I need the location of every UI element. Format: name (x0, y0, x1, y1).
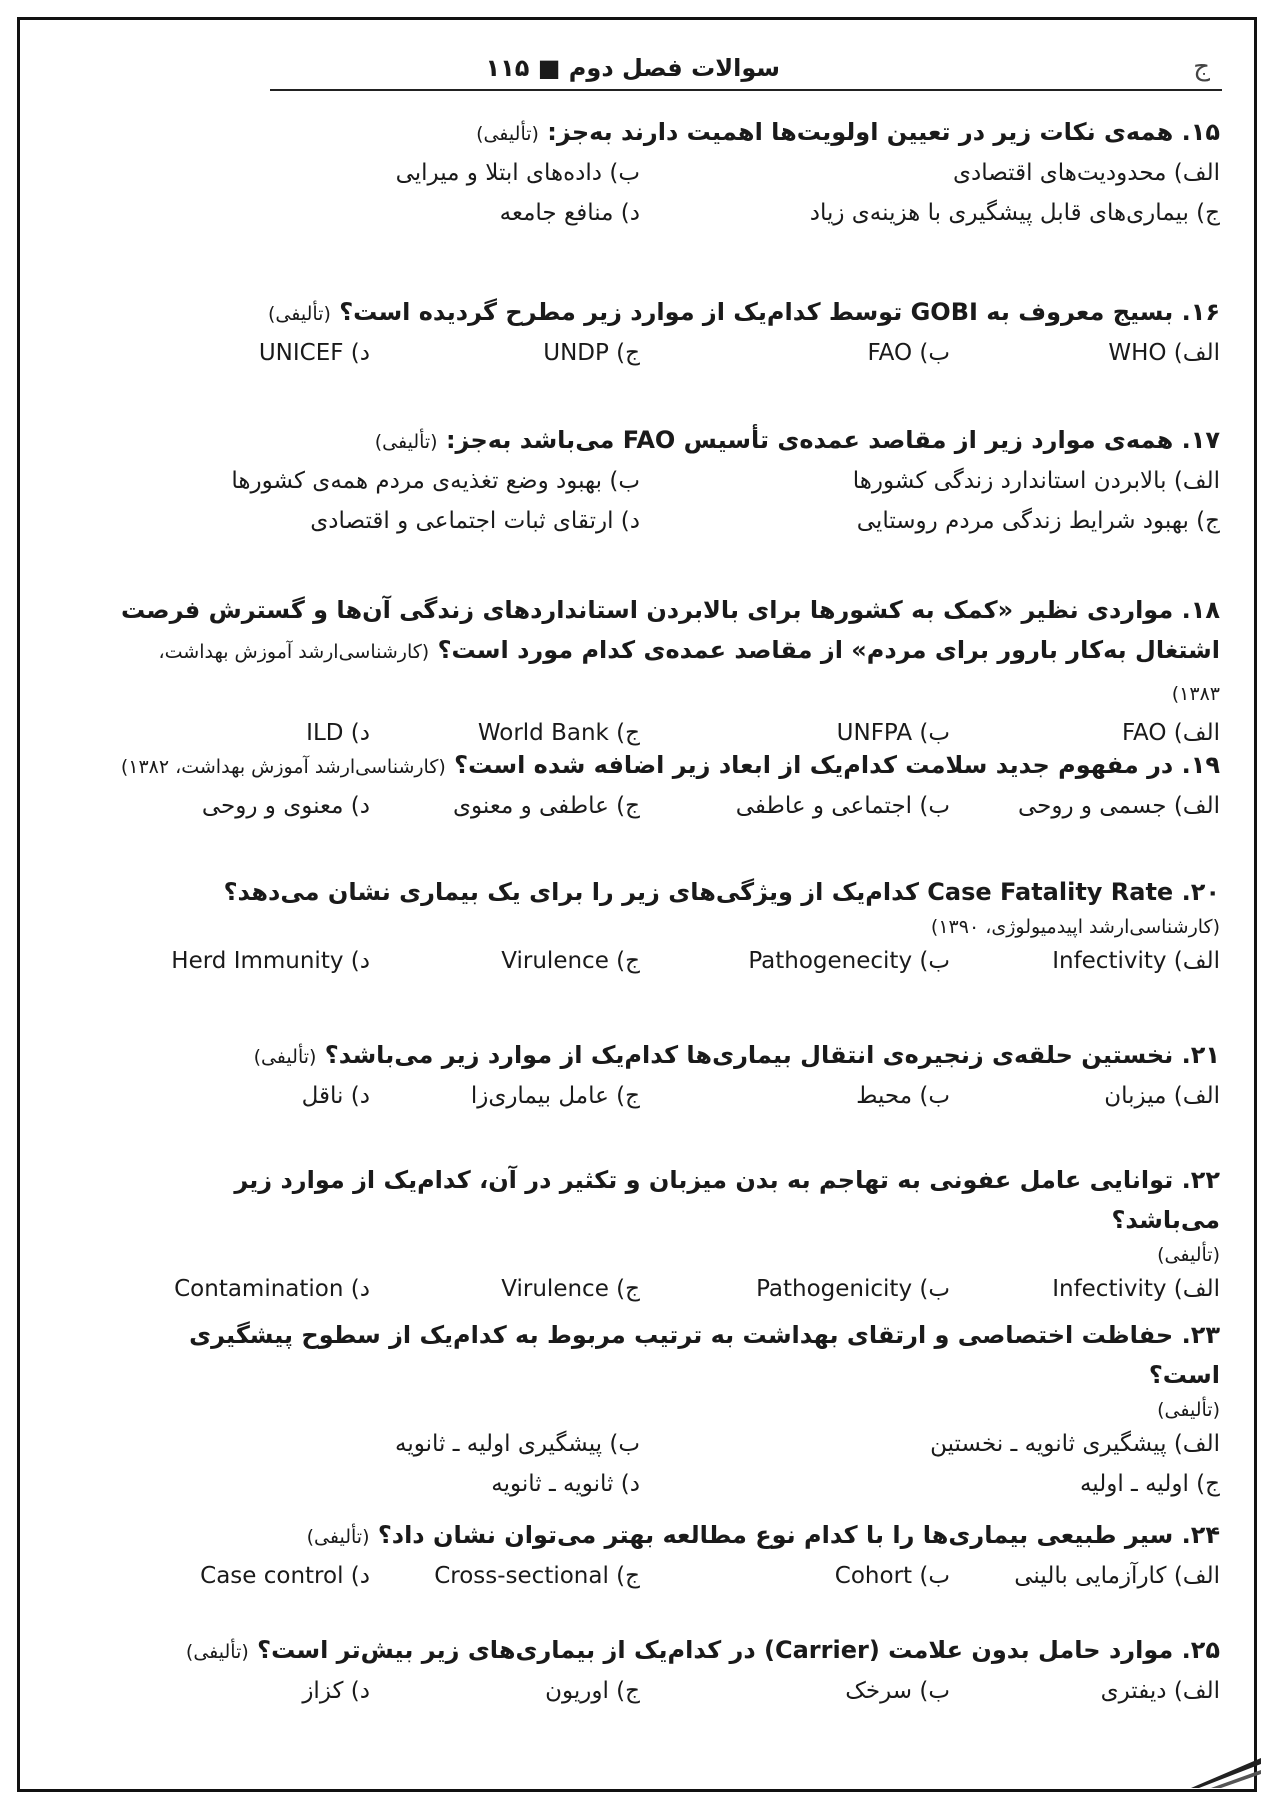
option-b[interactable]: ب) پیشگیری اولیه ـ ثانویه (394, 1431, 640, 1457)
handwritten-mark: ج (1193, 52, 1210, 82)
option-d[interactable]: د) Contamination (174, 1276, 370, 1302)
page-curl-mark (1191, 1758, 1261, 1788)
header-title: سوالات فصل دوم ■ ۱۱۵ (485, 54, 780, 82)
question-15 (120, 112, 1220, 234)
option-a[interactable]: الف) دیفتری (1100, 1678, 1220, 1704)
question-text: نخستین حلقه‌ی زنجیره‌ی انتقال بیماری‌ها کدام‌یک از موارد زیر می‌باشد؟ (324, 1041, 1174, 1069)
question-source: (تألیفی) (1157, 1399, 1220, 1421)
question-source: (تألیفی) (1157, 1244, 1220, 1266)
question-source: (تألیفی) (374, 431, 438, 453)
question-number: ۲۳. (1181, 1321, 1220, 1349)
option-a[interactable]: الف) FAO (1121, 720, 1220, 746)
question-text: همه‌ی موارد زیر از مقاصد عمده‌ی تأسیس FAO می‌باشد به‌جز: (445, 426, 1174, 454)
option-b[interactable]: ب) محیط (856, 1083, 950, 1109)
option-d[interactable]: د) ILD (306, 720, 370, 746)
option-a[interactable]: الف) محدودیت‌های اقتصادی (952, 160, 1220, 186)
option-c[interactable]: ج) عامل بیماری‌زا (470, 1083, 640, 1109)
question-23 (120, 1315, 1220, 1505)
question-source: (کارشناسی‌ارشد اپیدمیولوژی، ۱۳۹۰) (930, 916, 1220, 938)
question-number: ۲۵. (1181, 1636, 1220, 1664)
option-b[interactable]: ب) UNFPA (836, 720, 950, 746)
option-a[interactable]: الف) میزبان (1104, 1083, 1220, 1109)
option-b[interactable]: ب) سرخک (845, 1678, 950, 1704)
option-c[interactable]: ج) عاطفی و معنوی (453, 793, 640, 819)
question-20 (120, 872, 1220, 986)
question-text: سیر طبیعی بیماری‌ها را با کدام نوع مطالعه بهتر می‌توان نشان داد؟ (377, 1521, 1174, 1549)
option-b[interactable]: ب) Pathogenecity (748, 948, 950, 974)
question-number: ۱۶. (1181, 298, 1220, 326)
question-21 (120, 1035, 1220, 1121)
question-source: (تألیفی) (253, 1046, 317, 1068)
options-row (120, 787, 1220, 831)
option-a[interactable]: الف) WHO (1108, 340, 1220, 366)
question-number: ۲۲. (1181, 1166, 1220, 1194)
option-d[interactable]: د) Case control (200, 1563, 370, 1589)
option-c[interactable]: ج) Virulence (501, 948, 640, 974)
options-row (120, 1557, 1220, 1601)
question-number: ۲۰. (1181, 878, 1220, 906)
option-d[interactable]: د) معنوی و روحی (201, 793, 370, 819)
option-b[interactable]: ب) داده‌های ابتلا و میرایی (395, 160, 640, 186)
option-b[interactable]: ب) بهبود وضع تغذیه‌ی مردم همه‌ی کشورها (231, 468, 640, 494)
options-row (120, 502, 1220, 542)
options-row (120, 1270, 1220, 1314)
question-16 (120, 292, 1220, 378)
option-c[interactable]: ج) Cross-sectional (434, 1563, 640, 1589)
option-a[interactable]: الف) پیشگیری ثانویه ـ نخستین (930, 1431, 1220, 1457)
option-d[interactable]: د) کزاز (302, 1678, 370, 1704)
options-row (120, 334, 1220, 378)
question-number: ۱۵. (1181, 118, 1220, 146)
option-d[interactable]: د) ناقل (301, 1083, 370, 1109)
options-row (120, 462, 1220, 502)
option-a[interactable]: الف) بالابردن استاندارد زندگی کشورها (852, 468, 1220, 494)
question-number: ۱۸. (1181, 596, 1220, 624)
page-header (270, 52, 1220, 88)
option-a[interactable]: الف) Infectivity (1052, 948, 1220, 974)
question-number: ۱۹. (1181, 751, 1220, 779)
question-text: Case Fatality Rate کدام‌یک از ویژگی‌های زیر را برای یک بیماری نشان می‌دهد؟ (223, 878, 1174, 906)
option-b[interactable]: ب) FAO (867, 340, 950, 366)
question-25 (120, 1630, 1220, 1716)
option-c[interactable]: ج) اولیه ـ اولیه (1079, 1471, 1220, 1497)
options-row (120, 1672, 1220, 1716)
question-text: در مفهوم جدید سلامت کدام‌یک از ابعاد زیر اضافه شده است؟ (454, 751, 1174, 779)
option-c[interactable]: ج) اوریون (545, 1678, 640, 1704)
question-number: ۱۷. (1181, 426, 1220, 454)
option-d[interactable]: د) Herd Immunity (171, 948, 370, 974)
option-d[interactable]: د) UNICEF (258, 340, 370, 366)
question-24 (120, 1515, 1220, 1601)
question-text: توانایی عامل عفونی به تهاجم به بدن میزبان و تکثیر در آن، کدام‌یک از موارد زیر می‌باشد؟ (234, 1166, 1220, 1234)
option-b[interactable]: ب) اجتماعی و عاطفی (735, 793, 950, 819)
question-text: حفاظت اختصاصی و ارتقای بهداشت به ترتیب مربوط به کدام‌یک از سطوح پیشگیری است؟ (189, 1321, 1220, 1389)
question-number: ۲۴. (1181, 1521, 1220, 1549)
question-text: همه‌ی نکات زیر در تعیین اولویت‌ها اهمیت دارند به‌جز: (547, 118, 1174, 146)
question-source: (تألیفی) (268, 303, 331, 325)
question-text: مواردی نظیر «کمک به کشورها برای بالابردن استانداردهای زندگی آن‌ها و گسترش فرصت اشتغال به‌کار بارور برای مردم» از مقاصد عمده‌ی کدام مورد است؟ (120, 596, 1220, 664)
options-row (120, 194, 1220, 234)
option-d[interactable]: د) منافع جامعه (499, 200, 640, 226)
question-source: (تألیفی) (185, 1641, 249, 1663)
options-row (120, 1077, 1220, 1121)
question-source: (تألیفی) (476, 123, 539, 145)
question-19 (120, 745, 1220, 831)
question-text: موارد حامل بدون علامت (Carrier) در کدام‌یک از بیماری‌های زیر بیش‌تر است؟ (257, 1636, 1174, 1664)
option-c[interactable]: ج) Virulence (501, 1276, 640, 1302)
question-17 (120, 420, 1220, 542)
option-c[interactable]: ج) بهبود شرایط زندگی مردم روستایی (856, 508, 1220, 534)
option-b[interactable]: ب) Cohort (834, 1563, 950, 1589)
question-18 (120, 590, 1220, 758)
option-a[interactable]: الف) جسمی و روحی (1017, 793, 1220, 819)
option-c[interactable]: ج) UNDP (543, 340, 640, 366)
options-row (120, 942, 1220, 986)
options-row (120, 154, 1220, 194)
option-d[interactable]: د) ارتقای ثبات اجتماعی و اقتصادی (310, 508, 640, 534)
question-source: (کارشناسی‌ارشد آموزش بهداشت، ۱۳۸۲) (120, 756, 446, 778)
option-d[interactable]: د) ثانویه ـ ثانویه (491, 1471, 640, 1497)
question-number: ۲۱. (1181, 1041, 1220, 1069)
question-source: (کارشناسی‌ارشد آموزش بهداشت، ۱۳۸۳) (158, 641, 1220, 705)
option-c[interactable]: ج) World Bank (477, 720, 640, 746)
options-row (120, 1465, 1220, 1505)
option-c[interactable]: ج) بیماری‌های قابل پیشگیری با هزینه‌ی زیاد (809, 200, 1220, 226)
option-a[interactable]: الف) کارآزمایی بالینی (1014, 1563, 1220, 1589)
option-a[interactable]: الف) Infectivity (1052, 1276, 1220, 1302)
question-22 (120, 1160, 1220, 1314)
header-rule (270, 89, 1222, 91)
question-source: (تألیفی) (306, 1526, 370, 1548)
question-text: بسیج معروف به GOBI توسط کدام‌یک از موارد زیر مطرح گردیده است؟ (339, 298, 1174, 326)
options-row (120, 1425, 1220, 1465)
option-b[interactable]: ب) Pathogenicity (756, 1276, 950, 1302)
